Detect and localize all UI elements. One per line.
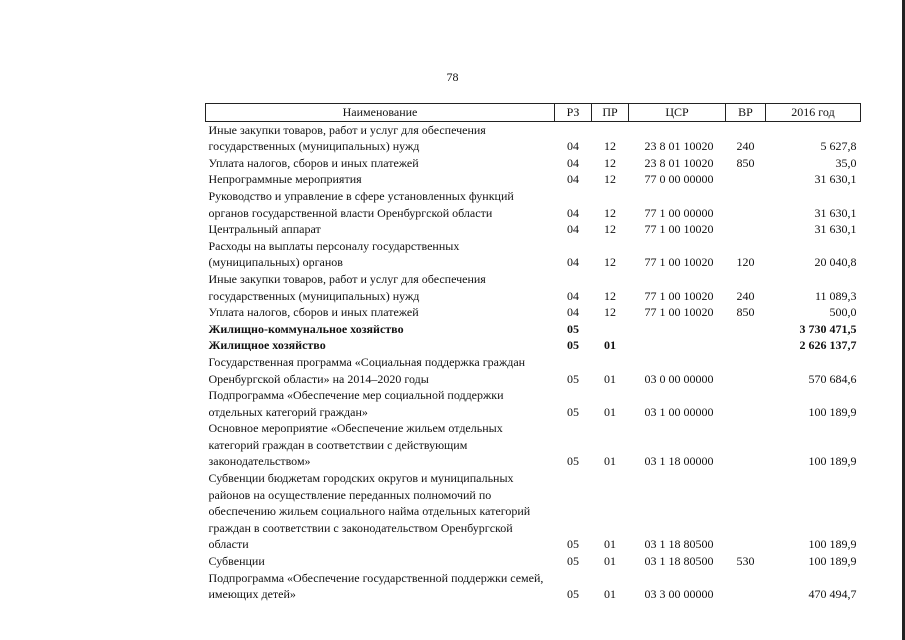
row-pr: 12: [604, 172, 616, 187]
row-vr: [726, 387, 766, 420]
row-vr: [726, 470, 766, 553]
row-name: Уплата налогов, сборов и иных платежей: [208, 155, 419, 170]
row-vr: 850: [736, 305, 755, 320]
row-csr: 77 1 00 10020: [644, 255, 714, 270]
row-amount: 20 040,8: [814, 255, 857, 270]
row-csr: 23 8 01 10020: [644, 155, 714, 170]
row-csr: [629, 337, 726, 354]
row-name: Подпрограмма «Обеспечение государственной поддержки семей, имеющих детей»: [208, 570, 544, 602]
row-csr: 77 0 00 00000: [644, 172, 714, 187]
row-name: Жилищное хозяйство: [208, 338, 326, 353]
table-row: [206, 188, 861, 221]
row-rz: 04: [567, 205, 579, 220]
table-row: [206, 155, 861, 172]
header-pr: ПР: [592, 104, 629, 122]
row-rz: 04: [567, 155, 579, 170]
row-vr: [726, 188, 766, 221]
row-vr: 120: [736, 255, 755, 270]
page-number: 78: [446, 70, 459, 84]
table-row: [206, 304, 861, 321]
budget-table: [205, 103, 861, 603]
row-amount: 2 626 137,7: [799, 338, 857, 353]
row-pr: 12: [604, 255, 616, 270]
row-vr: [726, 171, 766, 188]
row-pr: 12: [604, 139, 616, 154]
row-pr: [592, 321, 629, 338]
row-csr: 03 1 18 80500: [644, 554, 714, 569]
row-amount: 100 189,9: [808, 454, 857, 469]
row-csr: 03 1 18 80500: [644, 537, 714, 552]
row-vr: [726, 570, 766, 603]
table-row: [206, 321, 861, 338]
row-rz: 04: [567, 222, 579, 237]
row-rz: 04: [567, 172, 579, 187]
row-pr: 01: [604, 371, 616, 386]
table-row: [206, 337, 861, 354]
row-amount: 11 089,3: [814, 288, 857, 303]
row-vr: [726, 420, 766, 470]
table-row: [206, 221, 861, 238]
table-row: [206, 420, 861, 470]
row-rz: 05: [567, 587, 579, 602]
header-name: Наименование: [206, 104, 555, 122]
row-csr: 77 1 00 10020: [644, 288, 714, 303]
row-csr: 77 1 00 00000: [644, 205, 714, 220]
row-amount: 100 189,9: [808, 537, 857, 552]
row-csr: 03 0 00 00000: [644, 371, 714, 386]
row-rz: 04: [567, 139, 579, 154]
table-body: [206, 121, 861, 603]
row-vr: 850: [736, 155, 755, 170]
row-pr: 12: [604, 305, 616, 320]
row-amount: 470 494,7: [808, 587, 857, 602]
row-pr: 01: [604, 554, 616, 569]
header-rz: РЗ: [555, 104, 592, 122]
table-row: [206, 271, 861, 304]
header-csr: ЦСР: [629, 104, 726, 122]
row-name: Иные закупки товаров, работ и услуг для обеспечения государственных (муниципальных) нужд: [208, 122, 486, 154]
row-vr: [726, 321, 766, 338]
row-name: Руководство и управление в сфере установленных функций органов государственной власти Оренбургской области: [208, 188, 514, 220]
row-csr: 23 8 01 10020: [644, 139, 714, 154]
row-csr: 03 1 18 00000: [644, 454, 714, 469]
row-name: Непрограммные мероприятия: [208, 172, 362, 187]
row-csr: [629, 321, 726, 338]
row-amount: 3 730 471,5: [799, 321, 857, 336]
row-rz: 05: [567, 338, 579, 353]
row-name: Уплата налогов, сборов и иных платежей: [208, 305, 419, 320]
row-name: Иные закупки товаров, работ и услуг для обеспечения государственных (муниципальных) нужд: [208, 271, 486, 303]
row-csr: 77 1 00 10020: [644, 305, 714, 320]
table-row: [206, 570, 861, 603]
header-vr: ВР: [726, 104, 766, 122]
row-name: Подпрограмма «Обеспечение мер социальной поддержки отдельных категорий граждан»: [208, 388, 504, 419]
table-row: [206, 238, 861, 271]
row-name: Расходы на выплаты персоналу государственных (муниципальных) органов: [208, 238, 460, 270]
row-csr: 03 3 00 00000: [644, 587, 714, 602]
row-rz: 05: [567, 537, 579, 552]
row-pr: 01: [604, 537, 616, 552]
row-pr: 12: [604, 288, 616, 303]
row-name: Субвенции: [208, 554, 265, 569]
row-vr: [726, 354, 766, 387]
row-vr: 240: [736, 288, 755, 303]
row-pr: 01: [604, 454, 616, 469]
row-name: Государственная программа «Социальная поддержка граждан Оренбургской области» на 2014–2020 годы: [208, 354, 526, 386]
row-amount: 31 630,1: [814, 205, 857, 220]
row-amount: 5 627,8: [820, 139, 857, 154]
table-row: [206, 171, 861, 188]
row-csr: 03 1 00 00000: [644, 404, 714, 419]
row-name: Субвенции бюджетам городских округов и муниципальных районов на осуществление переданных полномочий по обеспечению жильем социального найма отдельных категорий граждан в соответствии с законодательством Оренбургской области: [208, 471, 531, 552]
row-amount: 31 630,1: [814, 222, 857, 237]
row-amount: 100 189,9: [808, 554, 857, 569]
row-vr: [726, 221, 766, 238]
table-header: [206, 104, 861, 122]
row-name: Жилищно-коммунальное хозяйство: [208, 321, 404, 336]
table-row: [206, 553, 861, 570]
table-row: [206, 470, 861, 553]
row-rz: 04: [567, 255, 579, 270]
row-name: Основное мероприятие «Обеспечение жильем отдельных категорий граждан в соответствии с действующим законодательством»: [208, 421, 503, 469]
row-pr: 12: [604, 222, 616, 237]
table-row: [206, 354, 861, 387]
row-name: Центральный аппарат: [208, 222, 321, 237]
row-amount: 35,0: [835, 155, 857, 170]
row-csr: 77 1 00 10020: [644, 222, 714, 237]
row-rz: 05: [567, 454, 579, 469]
row-amount: 100 189,9: [808, 404, 857, 419]
row-pr: 12: [604, 205, 616, 220]
row-pr: 01: [604, 338, 616, 353]
row-pr: 01: [604, 587, 616, 602]
row-vr: 240: [736, 139, 755, 154]
row-rz: 05: [567, 404, 579, 419]
row-vr: 530: [736, 554, 755, 569]
row-rz: 04: [567, 305, 579, 320]
row-rz: 05: [567, 371, 579, 386]
row-rz: 05: [567, 321, 579, 336]
row-pr: 01: [604, 404, 616, 419]
header-amount: 2016 год: [766, 104, 861, 122]
row-rz: 05: [567, 554, 579, 569]
table-row: [206, 121, 861, 155]
row-rz: 04: [567, 288, 579, 303]
row-pr: 12: [604, 155, 616, 170]
row-amount: 31 630,1: [814, 172, 857, 187]
row-vr: [726, 337, 766, 354]
table-row: [206, 387, 861, 420]
row-amount: 500,0: [829, 305, 857, 320]
row-amount: 570 684,6: [808, 371, 857, 386]
